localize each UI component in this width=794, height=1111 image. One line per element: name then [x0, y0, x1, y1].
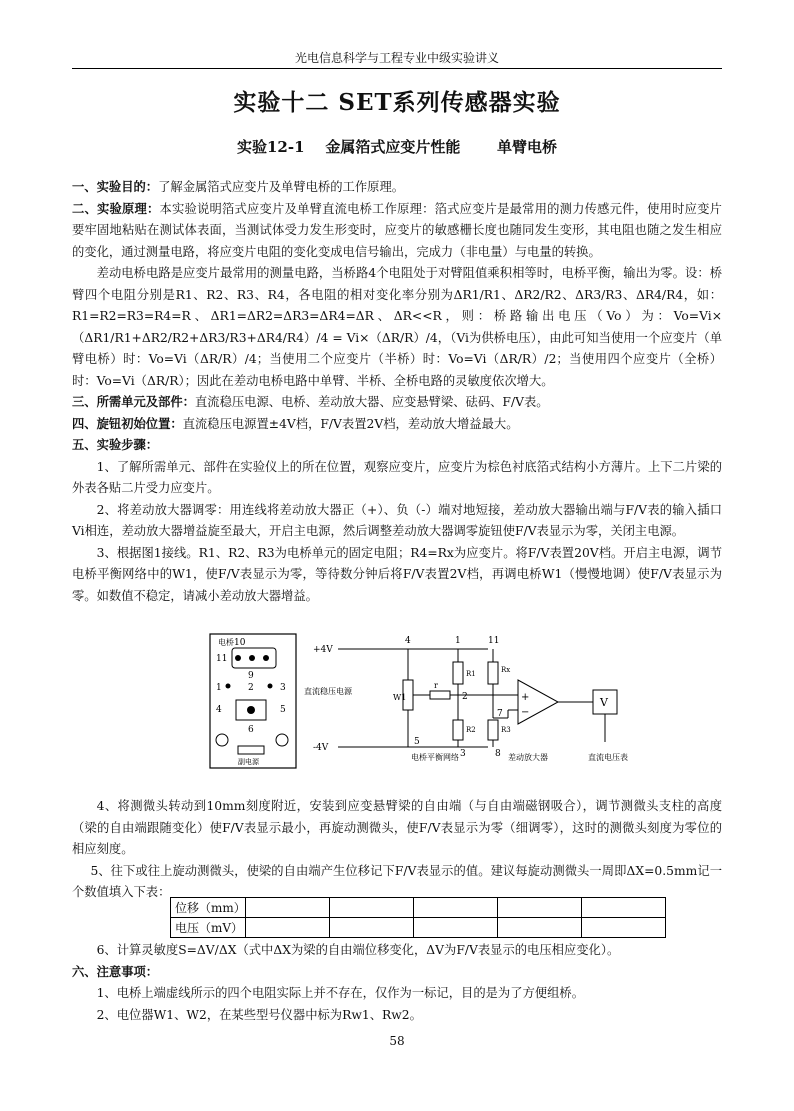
- section-subtitle: [72, 136, 722, 157]
- body-text-middle: [72, 796, 722, 904]
- step-5: 5、往下或往上旋动测微头，使梁的自由端产生位移记下F/V表显示的值。建议每旋动测微头一周即ΔX=0.5mm记一个数值填入下表：: [72, 863, 722, 899]
- heading-principle: 二、实验原理：: [72, 201, 160, 216]
- knob: [247, 706, 255, 714]
- pin-label: 8: [495, 749, 501, 759]
- table-cell[interactable]: [246, 898, 330, 918]
- jack: [226, 684, 231, 689]
- panel-num: 1: [216, 683, 222, 693]
- note-1: 1、电桥上端虚线所示的四个电阻实际上并不存在，仅作为一标记，目的是为了方便组桥。: [96, 986, 584, 1000]
- rx-label: Rx: [501, 666, 511, 674]
- panel-num: 9: [248, 671, 254, 681]
- pin-label: 11: [488, 636, 500, 646]
- heading-steps: 五、实验步骤：: [72, 438, 159, 452]
- pin-label: 5: [414, 737, 420, 747]
- meter-symbol: V: [600, 696, 608, 709]
- panel-num: 11: [216, 654, 228, 664]
- paragraph-purpose: [72, 177, 722, 199]
- table-cell[interactable]: [414, 918, 498, 938]
- table-cell[interactable]: [582, 918, 666, 938]
- subtitle-bridge: 单臂电桥: [497, 138, 558, 156]
- principle-text: 本实验说明箔式应变片及单臂直流电桥工作原理：箔式应变片是最常用的测力传感元件，使用时应变片要牢固地粘贴在测试体表面，当测试体受力发生形变时，应变片的敏感栅长度也随同发生变形，其电阻也随之发生相应的变化，通过测量电路，将应变片电阻的变化变成电信号输出，完成力（非电量）与电量的转换。: [72, 201, 722, 259]
- panel-num: 10: [234, 638, 246, 648]
- purpose-text: 了解金属箔式应变片及单臂电桥的工作原理。: [158, 180, 405, 194]
- meter-label: 直流电压表: [588, 753, 628, 762]
- panel-num: 3: [280, 683, 286, 693]
- bridge-panel: [210, 634, 296, 768]
- pin-label: 2: [462, 692, 468, 702]
- knobs-text: 直流稳压电源置±4V档，F/V表置2V档，差动放大增益最大。: [182, 416, 519, 431]
- note-2: 2、电位器W1、W2，在某些型号仪器中标为Rw1、Rw2。: [96, 1007, 422, 1022]
- bridge-network-label: 电桥平衡网络: [411, 753, 459, 762]
- paragraph-units: [72, 392, 722, 414]
- panel-bottom-label: 副电源: [238, 758, 259, 766]
- panel-num: 2: [248, 683, 254, 693]
- subtitle-topic: 金属箔式应变片性能: [325, 138, 461, 156]
- panel-num: 6: [248, 725, 254, 735]
- table-cell[interactable]: [330, 898, 414, 918]
- table-cell[interactable]: [498, 918, 582, 938]
- page-title: 实验十二 SET系列传感器实验: [233, 89, 561, 116]
- pin-label: 3: [460, 749, 466, 759]
- paragraph-notes-head: [72, 962, 722, 984]
- pin-label: 7: [497, 709, 503, 719]
- units-text: 直流稳压电源、电桥、差动放大器、应变悬臂梁、砝码、F/V表。: [194, 395, 549, 409]
- subtitle-number: 实验12-1: [236, 138, 305, 156]
- jack: [263, 655, 269, 661]
- heading-purpose: 一、实验目的：: [72, 180, 159, 194]
- jack: [249, 655, 255, 661]
- paragraph-bridge-theory: 差动电桥电路是应变片最常用的测量电路，当桥路4个电阻处于对臂阻值乘积相等时，电桥平衡，输出为零。设：桥臂四个电阻分别是R1、R2、R3、R4，各电阻的相对变化率分别为ΔR1/R1、ΔR2/R2、ΔR3/R3、ΔR4/R4，如：R1=R2=R3=R4=R、ΔR1=ΔR2=ΔR3=ΔR4=ΔR、ΔR<<R，则：桥路输出电压（Vo）为：Vo=Vi×（ΔR1/R1+ΔR2/R2+ΔR3/R3+ΔR4/R4）/4 = Vi×（ΔR/R）/4，（Vi为供桥电压），由此可知当使用一个应变片（单臂电桥）时：Vo=Vi（ΔR/R）/4；当使用二个应变片（半桥）时：Vo=Vi（ΔR/R）/2；当使用四个应变片（全桥）时：Vo=Vi（ΔR/R）；因此在差动电桥电路中单臂、半桥、全桥电路的灵敏度依次增大。: [72, 266, 722, 388]
- table-row: [171, 918, 666, 938]
- table-cell[interactable]: [246, 918, 330, 938]
- step-6: 6、计算灵敏度S=ΔV/ΔX（式中ΔX为梁的自由端位移变化，ΔV为F/V表显示的电压相应变化）。: [96, 943, 620, 957]
- pin-label: 4: [405, 636, 411, 646]
- table-row-label: 位移（mm）: [171, 898, 246, 918]
- pot-label: W1: [393, 693, 407, 702]
- header-rule: [72, 68, 722, 69]
- supply-label: 直流稳压电源: [304, 687, 352, 696]
- circuit-diagram: [304, 636, 628, 762]
- paragraph-knobs: [72, 414, 722, 436]
- panel-num: 5: [280, 705, 286, 715]
- minus-supply-label: -4V: [313, 743, 329, 753]
- r1-label: R1: [466, 670, 476, 678]
- panel-num: 4: [216, 705, 222, 715]
- r2-label: R2: [466, 726, 476, 734]
- r3-label: R3: [501, 726, 511, 734]
- jack: [235, 655, 241, 661]
- step-4: 4、将测微头转动到10mm刻度附近，安装到应变悬臂梁的自由端（与自由端磁钢吸合），调节测微头支柱的高度（梁的自由端跟随变化）使F/V表显示最小，再旋动测微头，使F/V表显示为零（细调零），这时的测微头刻度为零位的相应刻度。: [72, 799, 722, 856]
- table-row-label: 电压（mV）: [171, 918, 246, 938]
- heading-units: 三、所需单元及部件：: [72, 395, 195, 409]
- heading-knobs: 四、旋钮初始位置：: [72, 416, 183, 431]
- table-cell[interactable]: [330, 918, 414, 938]
- step-3: 3、根据图1接线。R1、R2、R3为电桥单元的固定电阻；R4=Rx为应变片。将F/V表置20V档。开启主电源，调节电桥平衡网络中的W1，使F/V表显示为零，等待数分钟后将F/V表置2V档，再调电桥W1（慢慢地调）使F/V表显示为零。如数值不稳定，请减小差动放大器增益。: [72, 545, 722, 603]
- paragraph-steps-head: [72, 435, 722, 457]
- r-label: r: [434, 681, 438, 690]
- table-cell[interactable]: [498, 898, 582, 918]
- running-header: 光电信息科学与工程专业中级实验讲义: [294, 51, 499, 65]
- jack: [268, 684, 273, 689]
- table-cell[interactable]: [414, 898, 498, 918]
- plus-supply-label: +4V: [313, 645, 333, 655]
- panel-title: 电桥: [218, 638, 234, 647]
- wiring-figure: [208, 632, 638, 770]
- table-cell[interactable]: [582, 898, 666, 918]
- table-row: [171, 898, 666, 918]
- paragraph-principle: [72, 199, 722, 264]
- amp-label: 差动放大器: [508, 753, 548, 762]
- body-text-top: [72, 177, 722, 607]
- pin-label: 1: [455, 636, 461, 646]
- measurement-table: [170, 897, 666, 938]
- svg-text:−: −: [521, 707, 530, 718]
- step-1: 1、了解所需单元、部件在实验仪上的所在位置，观察应变片，应变片为棕色衬底箔式结构小方薄片。上下二片梁的外表各贴二片受力应变片。: [72, 459, 722, 495]
- page-number: 58: [389, 1034, 405, 1048]
- svg-text:+: +: [521, 692, 530, 703]
- body-text-bottom: [72, 940, 722, 1026]
- step-2: 2、将差动放大器调零：用连线将差动放大器正（+）、负（-）端对地短接，差动放大器输出端与F/V表的输入插口Vi相连，差动放大器增益旋至最大，开启主电源，然后调整差动放大器调零旋钮使F/V表显示为零，关闭主电源。: [72, 502, 722, 538]
- heading-notes: 六、注意事项：: [72, 964, 159, 979]
